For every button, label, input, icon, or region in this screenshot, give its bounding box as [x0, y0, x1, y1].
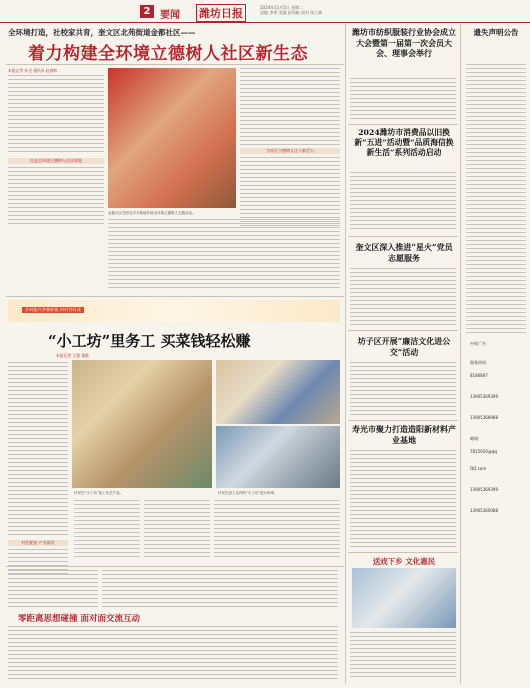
ad-label-3: 13905369399 [470, 394, 498, 399]
right-story-6-photo [352, 568, 456, 628]
right-story-6-text [350, 632, 456, 680]
notice-title: 遗失声明公告 [473, 28, 519, 37]
divider [6, 566, 344, 567]
lead-headline: 着力构建全环境立德树人社区新生态 [28, 44, 308, 64]
bottom-upper-text [102, 570, 338, 610]
feature-byline: 本报记者 王俊 董静 [56, 353, 89, 358]
feature-caption-1: 村民在“小工坊”加工布艺产品。 [74, 491, 124, 495]
divider [348, 236, 458, 237]
date-text: 2024年11月5日 星期二 [260, 5, 304, 10]
lead-byline: 本报记者 孙克 通讯员 赵春辉 [8, 68, 58, 73]
right-story-4-headline: 坊子区开展“廉洁文化进公交”活动 [357, 336, 451, 357]
divider [348, 330, 458, 331]
ad-label-4: 13905368988 [470, 415, 498, 420]
lead-kicker: 全环境打造，社校家共育，奎文区北苑街道金都社区—— [8, 28, 196, 37]
section-name: 要闻 [160, 10, 180, 21]
feature-headline: “小工坊”里务工 买菜钱轻松赚 [48, 332, 251, 350]
ad-label-8: 13905369399 [470, 487, 498, 492]
feature-caption-2: 村民在加工室内的“小工坊”进行串串。 [218, 491, 278, 495]
ad-label-0: 中视广告 [470, 341, 486, 346]
feature-photo-1 [72, 360, 212, 488]
bottom-left-text [8, 570, 98, 610]
right-story-3-headline: 奎文区深入推进“星火”党员志愿服务 [355, 242, 453, 263]
editors-text: 责编 李勇 美编 彭海帆 校对 陈立新 [260, 10, 323, 15]
lead-text-col3 [240, 68, 340, 146]
ad-label-9: 13905360088 [470, 508, 498, 513]
ad-label-5: 邮箱： [470, 436, 482, 441]
right-story-5-headline: 寿光市聚力打造造阳新材料产业基地 [352, 424, 456, 445]
lead-subhead-1: 打造全环境立德树人社区阵地 [8, 158, 104, 164]
feature-text-col4 [214, 500, 340, 560]
lead-photo-caption: 金都社区在阳光学习基地开展全环境立德树人主题活动。 [108, 211, 196, 215]
feature-photo-3 [216, 426, 340, 488]
feature-banner [8, 300, 340, 322]
right-story-2-text [350, 172, 456, 230]
paper-logo: 潍坊日报 [196, 4, 246, 22]
bottom-text [8, 626, 338, 682]
right-story-5-text [350, 450, 456, 548]
column-divider [460, 24, 461, 684]
divider [6, 64, 344, 65]
lead-subhead-2: 为社区立德树人注入新活力 [240, 148, 340, 154]
lead-text-bottom [108, 219, 340, 291]
divider [348, 552, 458, 553]
feature-text-col1 [8, 362, 68, 537]
right-story-3-text [350, 268, 456, 328]
page-number: 2 [140, 5, 154, 18]
lead-text-col1 [8, 75, 104, 155]
feature-photo-2 [216, 360, 340, 424]
lead-photo [108, 68, 236, 208]
ad-label-6: 7815920@qq [470, 449, 497, 454]
lead-text-col3b [240, 157, 340, 227]
banner-tag: 乡村振兴齐鲁样板 村村有好戏 [22, 307, 84, 313]
bottom-headline: 零距离思想碰撞 面对面交流互动 [18, 614, 140, 624]
feature-subhead: 村在配套 产业富民 [8, 540, 68, 546]
lead-text-col1b [8, 167, 104, 227]
notice-text [466, 64, 526, 336]
feature-text-col2 [74, 500, 140, 560]
right-story-2-headline: 2024潍坊市消费品以旧换新“五进”活动暨“品质海信换新生活”系列活动启动 [354, 128, 454, 157]
right-story-6-headline: 送戏下乡 文化惠民 [372, 557, 436, 566]
right-story-4-text [350, 362, 456, 418]
ad-contacts [470, 340, 522, 514]
ad-label-7: QQ.com [470, 466, 487, 471]
column-divider [345, 24, 346, 684]
right-story-1-text [350, 78, 456, 122]
divider [348, 124, 458, 125]
divider [348, 420, 458, 421]
feature-text-col3 [144, 500, 210, 560]
right-story-1-headline: 潍坊市纺织服装行业协会成立大会暨第一届第一次会员大会、理事会举行 [352, 27, 456, 58]
ad-label-2: 8186867 [470, 373, 488, 378]
date-line [260, 5, 390, 15]
ad-label-1: 服务热线： [470, 360, 490, 365]
divider [6, 296, 344, 297]
